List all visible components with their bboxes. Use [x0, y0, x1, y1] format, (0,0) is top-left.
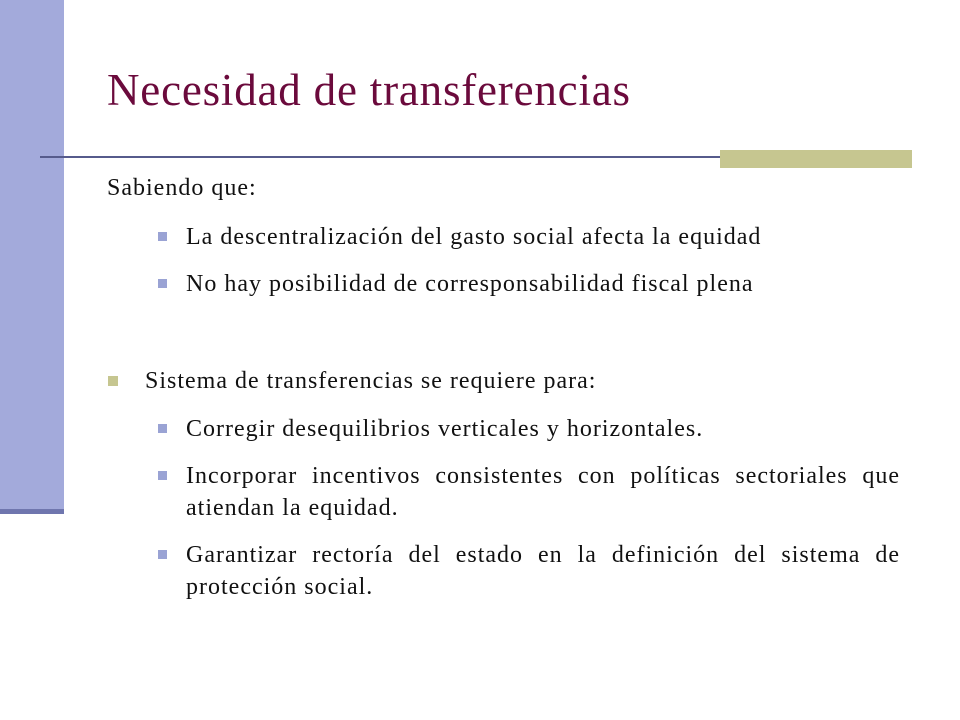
square-bullet-icon	[158, 232, 167, 241]
intro-item: No hay posibilidad de corresponsabilidad fiscal plena	[186, 271, 754, 297]
square-bullet-icon	[158, 471, 167, 480]
square-bullet-icon	[108, 376, 118, 386]
section-item-line: Incorporar incentivos consistentes con políticas sectoriales que	[186, 463, 900, 489]
section-item	[186, 539, 900, 603]
intro-item: La descentralización del gasto social afecta la equidad	[186, 224, 762, 250]
left-accent-bar	[0, 0, 64, 512]
square-bullet-icon	[158, 550, 167, 559]
intro-text: Sabiendo que:	[107, 175, 257, 201]
section-item: Corregir desequilibrios verticales y horizontales.	[186, 416, 704, 442]
section-item-line: atiendan la equidad.	[186, 495, 399, 521]
section-item-line: Garantizar rectoría del estado en la definición del sistema de	[186, 542, 900, 568]
title-accent-block	[720, 150, 912, 168]
section-item-line: protección social.	[186, 574, 374, 600]
slide-title: Necesidad de transferencias	[107, 65, 631, 115]
left-accent-bar-edge	[0, 509, 64, 514]
square-bullet-icon	[158, 424, 167, 433]
section-heading: Sistema de transferencias se requiere para:	[145, 368, 597, 394]
section-item	[186, 460, 900, 524]
square-bullet-icon	[158, 279, 167, 288]
